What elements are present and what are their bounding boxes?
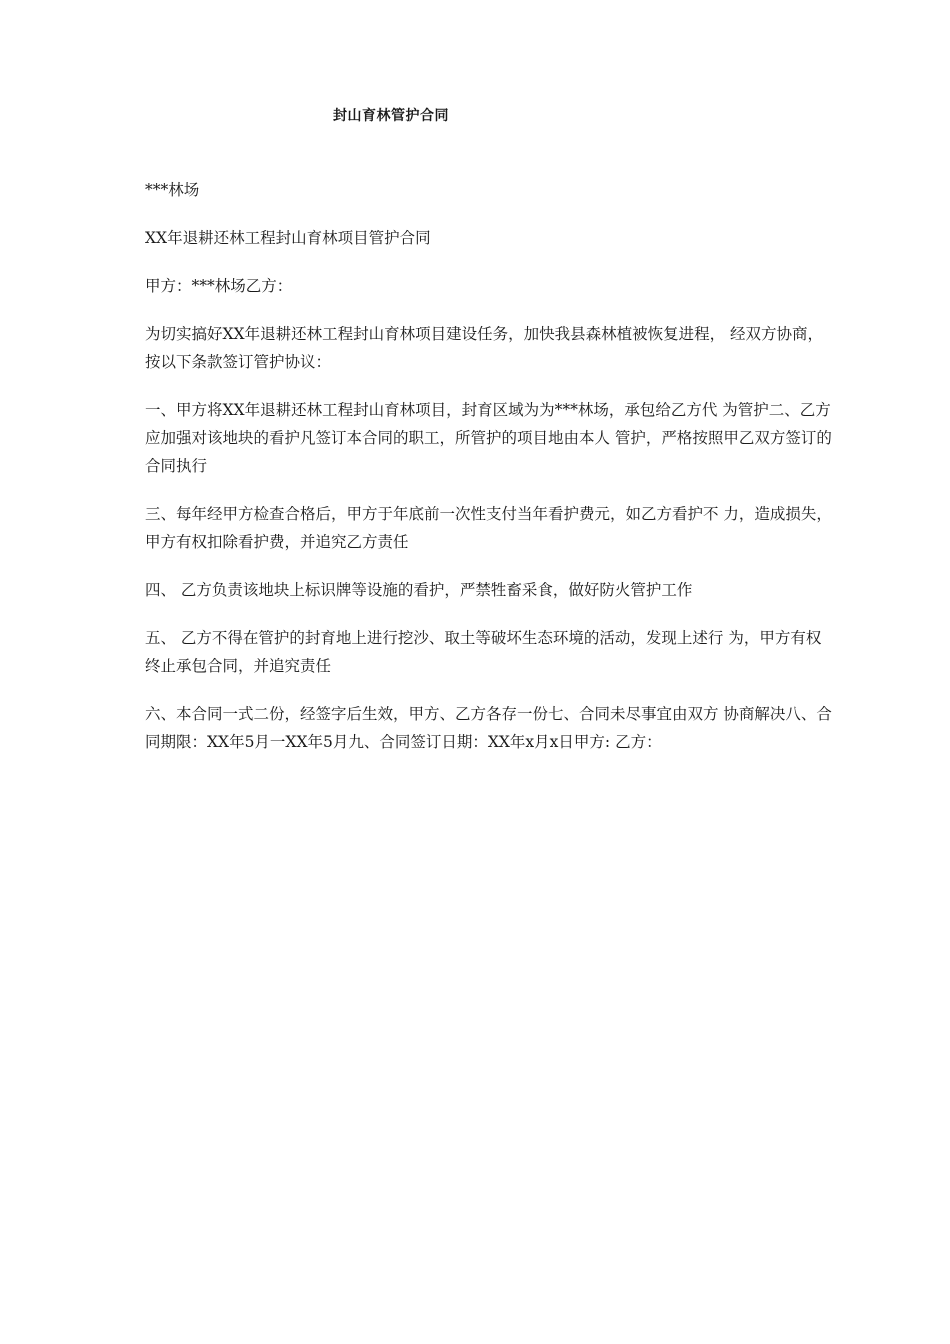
- paragraph-clause-6-9: 六、本合同一式二份，经签字后生效，甲方、乙方各存一份七、合同未尽事宜由双方 协商解决八、合同期限：XX年5月一XX年5月九、合同签订日期：XX年x月x日甲方: 乙方：: [145, 705, 832, 751]
- paragraph-clause-1-2: 一、甲方将XX年退耕还林工程封山育林项目，封育区域为为***林场，承包给乙方代 为管护二、乙方应加强对该地块的看护凡签订本合同的职工，所管护的项目地由本人 管护，严格按照甲乙双方签订的合同执行: [145, 401, 832, 475]
- paragraph-preamble: 为切实搞好XX年退耕还林工程封山育林项目建设任务，加快我县森林植被恢复进程， 经双方协商，按以下条款签订管护协议：: [145, 325, 823, 371]
- document-body: [145, 176, 835, 776]
- paragraph-clause-3: 三、每年经甲方检查合格后，甲方于年底前一次性支付当年看护费元，如乙方看护不 力，造成损失，甲方有权扣除看护费，并追究乙方责任: [145, 505, 832, 551]
- document-title: 封山育林管护合同: [333, 108, 449, 124]
- paragraph-clause-4: 四、 乙方负责该地块上标识牌等设施的看护，严禁牲畜采食，做好防火管护工作: [145, 581, 693, 599]
- paragraph-clause-5: 五、 乙方不得在管护的封育地上进行挖沙、取土等破坏生态环境的活动，发现上述行 为，甲方有权终止承包合同，并追究责任: [145, 629, 822, 675]
- paragraph-contract-name: XX年退耕还林工程封山育林项目管护合同: [145, 229, 431, 247]
- paragraph-forest-farm: ***林场: [145, 181, 200, 199]
- paragraph-parties: 甲方：***林场乙方：: [145, 277, 293, 295]
